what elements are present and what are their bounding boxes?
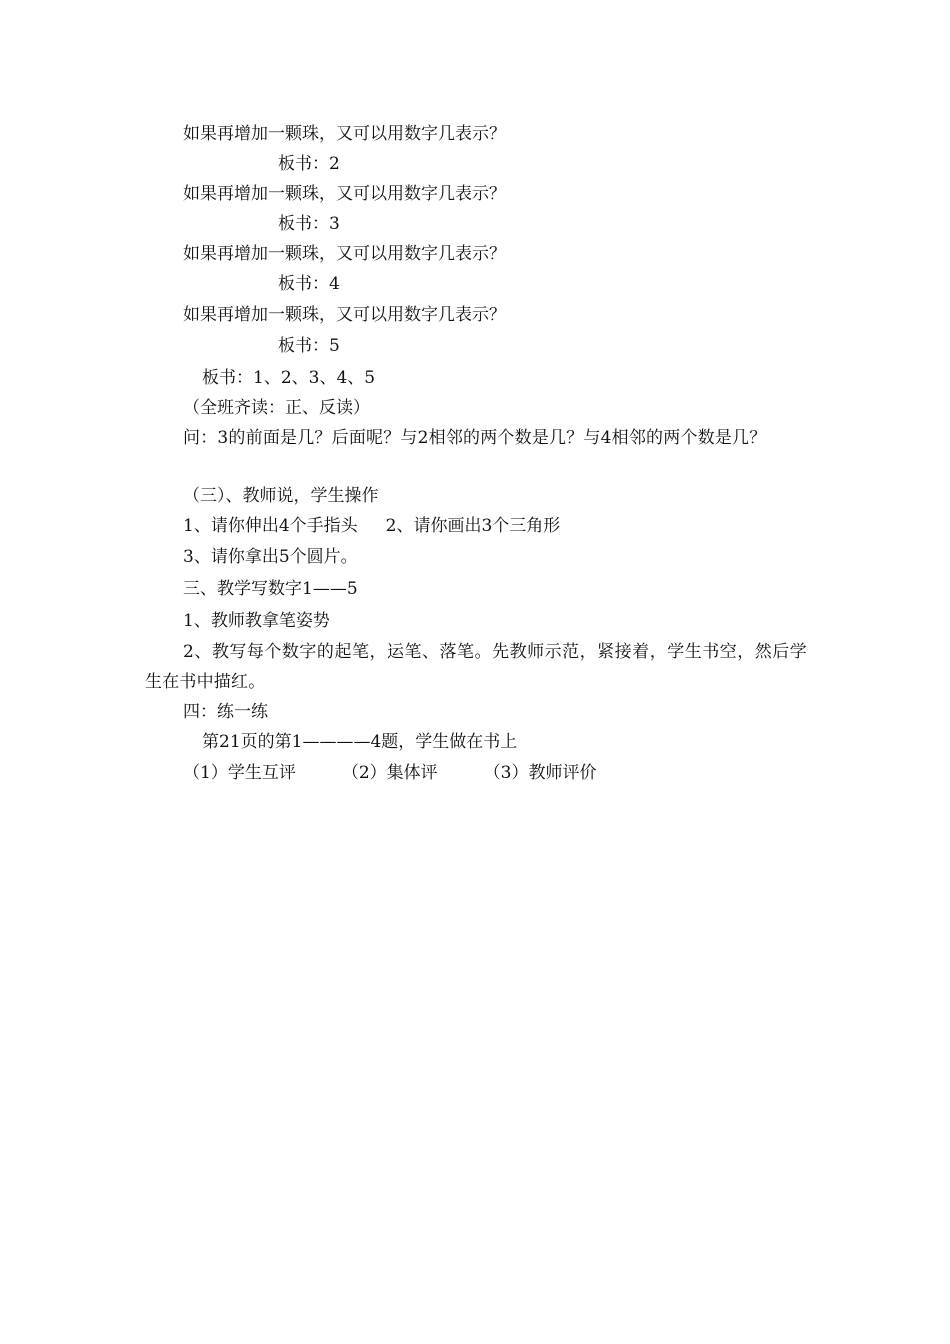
evaluation-line <box>183 762 596 784</box>
evaluation-peer: （1）学生互评 <box>183 763 296 783</box>
practice-assignment: 第21页的第1————4题，学生做在书上 <box>202 732 518 752</box>
board-note-4: 板书：4 <box>278 274 340 294</box>
board-note-3: 板书：3 <box>278 214 340 234</box>
board-note-5: 板书：5 <box>278 336 340 356</box>
question-paragraph: 问：3的前面是几？后面呢？与2相邻的两个数是几？与4相邻的两个数是几？ <box>183 428 767 448</box>
question-line-1: 如果再增加一颗珠，又可以用数字几表示？ <box>183 124 506 144</box>
evaluation-teacher: （3）教师评价 <box>483 763 597 783</box>
writing-step-2: 2、教写每个数字的起笔，运笔、落笔。先教师示范，紧接着，学生书空，然后学生在书中描红。 <box>145 642 807 692</box>
section-heading-teacher-says: （三）、教师说，学生操作 <box>183 486 379 506</box>
writing-step-1: 1、教师教拿笔姿势 <box>183 611 330 631</box>
activity-item-2: 2、请你画出3个三角形 <box>385 516 561 536</box>
board-note-2: 板书：2 <box>278 154 340 174</box>
activity-item-1: 1、请你伸出4个手指头 <box>183 516 358 536</box>
activity-line-1 <box>183 515 560 537</box>
evaluation-group: （2）集体评 <box>341 763 438 783</box>
section-heading-practice: 四：练一练 <box>183 702 268 722</box>
question-line-4: 如果再增加一颗珠，又可以用数字几表示？ <box>183 305 506 325</box>
question-line-2: 如果再增加一颗珠，又可以用数字几表示？ <box>183 184 506 204</box>
class-reading-note: （全班齐读：正、反读） <box>183 398 370 418</box>
activity-item-3: 3、请你拿出5个圆片。 <box>183 547 358 567</box>
section-heading-writing: 三、教学写数字1——5 <box>183 579 358 599</box>
question-line-3: 如果再增加一颗珠，又可以用数字几表示？ <box>183 244 506 264</box>
board-note-sequence: 板书：1、2、3、4、5 <box>202 368 376 388</box>
